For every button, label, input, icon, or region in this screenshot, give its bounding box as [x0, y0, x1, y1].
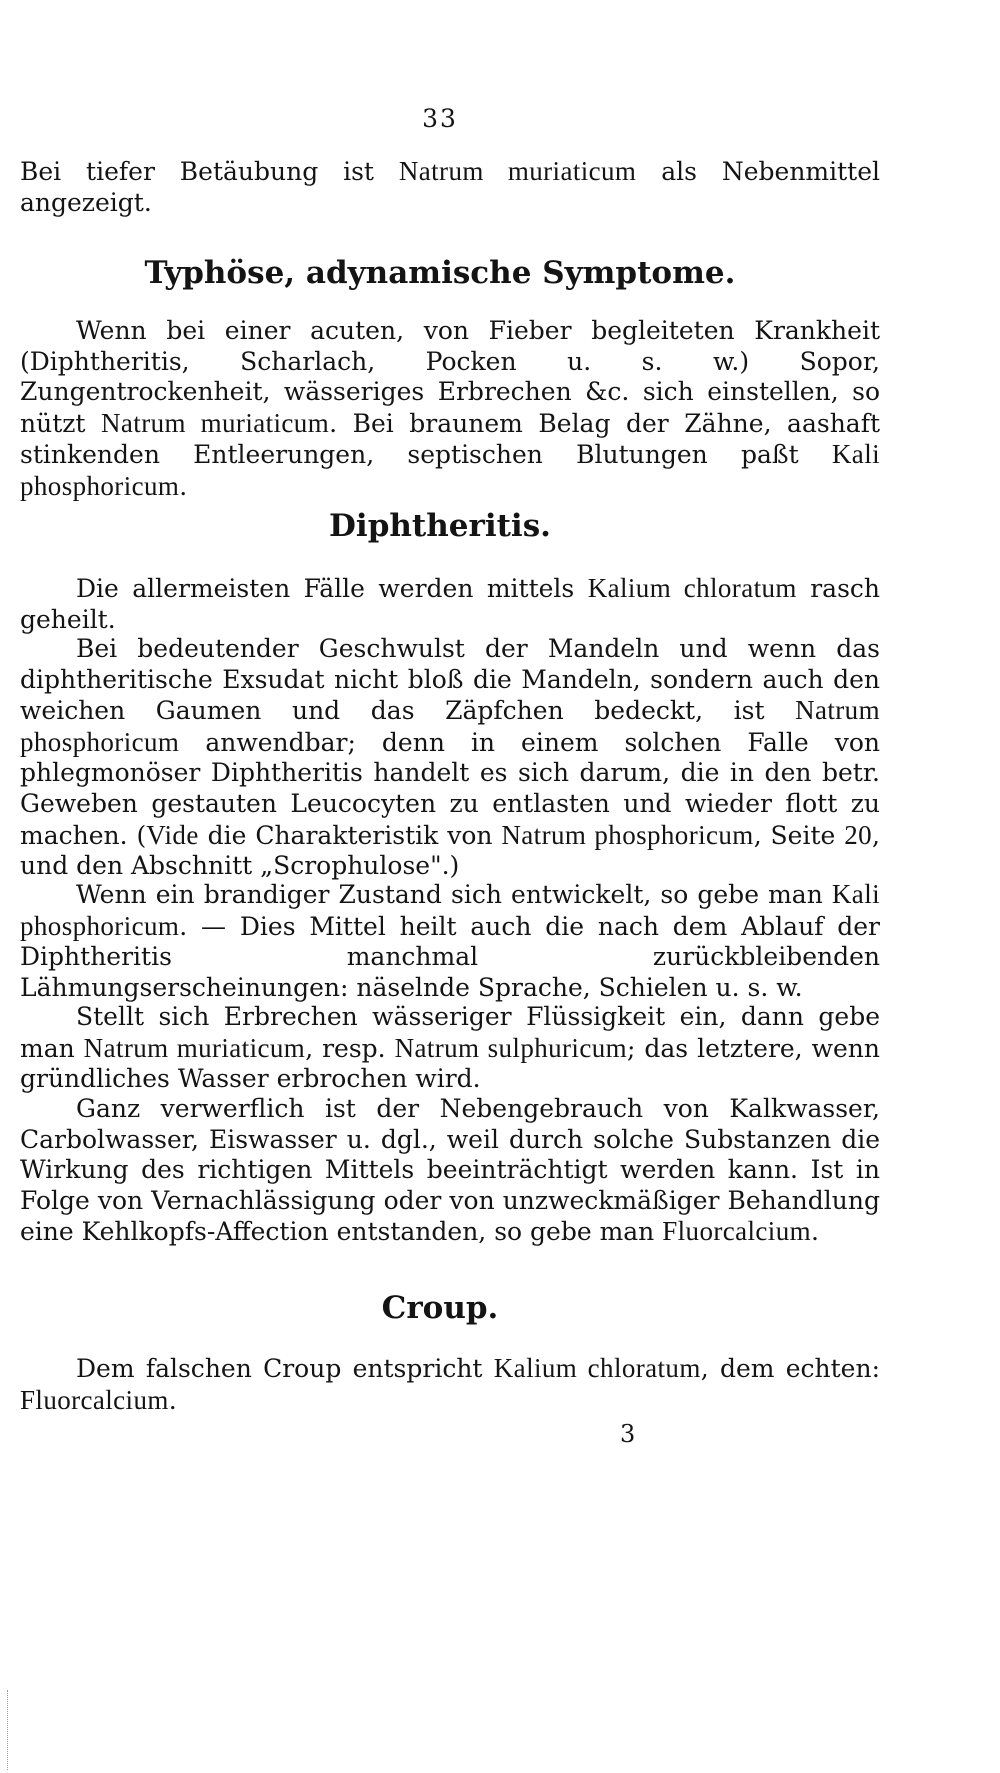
latin-word: Vide — [146, 819, 199, 850]
section-heading-typhoid: Typhöse, adynamische Symptome. — [144, 255, 736, 291]
diphtheria-paragraph-2: Bei bedeutender Geschwulst der Mandeln und wenn das diphtheritische Exsudat nicht bloß die Mandeln, sondern auch den weichen Gaumen und das Zäpfchen bedeckt, ist Natrum phosphoricum anwendbar; denn in einem solchen Falle von phlegmonöser Diphtheritis handelt es sich darum, die in den betr. Geweben gestauten Leucocyten zu entlasten und wieder flott zu machen. (Vide die Charakteristik von Natrum phosphoricum, Seite 20, und den Abschnitt „Scrophulose".) — [20, 634, 880, 881]
remedy-name: Fluorcalcium — [662, 1216, 811, 1247]
remedy-name: Natrum muriaticum — [101, 407, 330, 438]
intro-paragraph: Bei tiefer Betäubung ist Natrum muriaticum als Nebenmittel angezeigt. — [20, 156, 880, 217]
remedy-name: Natrum muriaticum — [83, 1032, 306, 1063]
diphtheria-paragraph-3: Wenn ein brandiger Zustand sich entwickelt, so gebe man Kali phosphoricum. — Dies Mittel heilt auch die nach dem Ablauf der Diphtheritis manchmal zurückbleibenden Lähmungserscheinungen: näselnde Sprache, Schielen u. s. w. — [20, 879, 880, 1002]
remedy-name: Kali phosphoricum — [20, 439, 880, 501]
remedy-name: Natrum sulphuricum — [394, 1032, 628, 1063]
diphtheria-paragraph-5: Ganz verwerflich ist der Nebengebrauch von Kalkwasser, Carbolwasser, Eiswasser u. dgl., weil durch solche Substanzen die Wirkung des richtigen Mittels beeinträchtigt werden kann. Ist in Folge von Vernachlässigung oder von unzweckmäßiger Behandlung eine Kehlkopfs-Affection entstanden, so gebe man Fluorcalcium. — [20, 1094, 880, 1247]
remedy-name: Kalium chloratum — [587, 573, 797, 603]
section-heading-diphtheria: Diphtheritis. — [329, 508, 551, 544]
remedy-name: Natrum phosphoricum — [501, 819, 754, 850]
diphtheria-paragraph-1: Die allermeisten Fälle werden mittels Kalium chloratum rasch geheilt. — [20, 573, 881, 634]
typhoid-paragraph: Wenn bei einer acuten, von Fieber begleiteten Krankheit (Diphtheritis, Scharlach, Pocken u. s. w.) Sopor, Zungentrockenheit, wässeriges Erbrechen &c. sich einstellen, so nützt Natrum muriaticum. Bei braunem Belag der Zähne, aashaft stinkenden Entleerungen, septischen Blutungen paßt Kali phosphoricum. — [20, 316, 880, 501]
diphtheria-paragraph-4: Stellt sich Erbrechen wässeriger Flüssigkeit ein, dann gebe man Natrum muriaticum, resp. Natrum sulphuricum; das letztere, wenn gründliches Wasser erbrochen wird. — [20, 1002, 880, 1094]
page-number: 33 — [422, 104, 458, 133]
remedy-name: Natrum muriaticum — [398, 156, 637, 186]
remedy-name: Natrum phosphoricum — [20, 695, 880, 757]
section-heading-croup: Croup. — [381, 1290, 499, 1326]
signature-mark: 3 — [620, 1420, 636, 1448]
croup-paragraph: Dem falschen Croup entspricht Kalium chloratum, dem echten: Fluorcalcium. — [20, 1353, 881, 1415]
remedy-name: Kali phosphoricum — [20, 879, 880, 941]
page-reference: 20 — [844, 819, 873, 850]
remedy-name: Kalium chloratum — [493, 1353, 701, 1383]
remedy-name: Fluorcalcium — [20, 1384, 169, 1415]
page-edge-mark — [7, 1690, 8, 1770]
